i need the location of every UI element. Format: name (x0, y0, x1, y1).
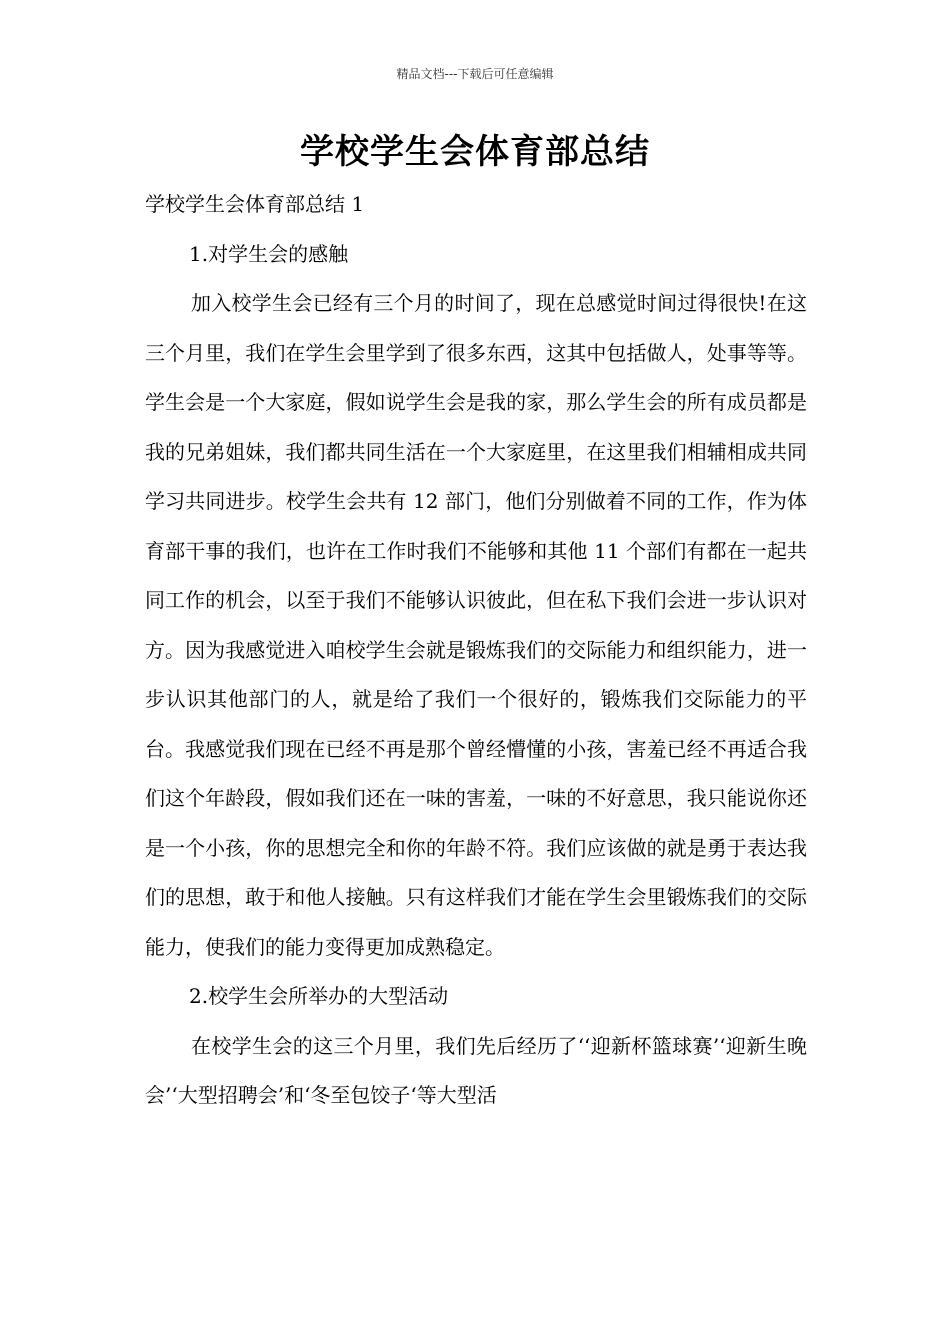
heading-1: 1.对学生会的感触 (189, 241, 349, 266)
document-body (145, 180, 807, 1121)
document-title: 学校学生会体育部总结 (300, 132, 650, 172)
header-watermark: 精品文档---下载后可任意编辑 (396, 67, 554, 81)
section-title: 学校学生会体育部总结 1 (145, 192, 365, 216)
paragraph-2: 在校学生会的这三个月里，我们先后经历了‘‘迎新杯篮球赛’‘迎新生晚会’‘大型招聘会’和‘冬至包饺子‘等大型活 (145, 1033, 807, 1107)
paragraph-1: 加入校学生会已经有三个月的时间了，现在总感觉时间过得很快!在这三个月里，我们在学生会里学到了很多东西，这其中包括做人，处事等等。学生会是一个大家庭，假如说学生会是我的家，那么学生会的所有成员都是我的兄弟姐妹，我们都共同生活在一个大家庭里，在这里我们相辅相成共同学习共同进步。校学生会共有 12 部门，他们分别做着不同的工作，作为体育部干事的我们，也许在工作时我们不能够和其他 11 个部们有都在一起共同工作的机会，以至于我们不能够认识彼此，但在私下我们会进一步认识对方。因为我感觉进入咱校学生会就是锻炼我们的交际能力和组织能力，进一步认识其他部门的人，就是给了我们一个很好的，锻炼我们交际能力的平台。我感觉我们现在已经不再是那个曾经懵懂的小孩，害羞已经不再适合我们这个年龄段，假如我们还在一味的害羞，一味的不好意思，我只能说你还是一个小孩，你的思想完全和你的年龄不符。我们应该做的就是勇于表达我们的思想，敢于和他人接触。只有这样我们才能在学生会里锻炼我们的交际能力，使我们的能力变得更加成熟稳定。 (145, 291, 807, 959)
heading-2: 2.校学生会所举办的大型活动 (189, 984, 449, 1008)
